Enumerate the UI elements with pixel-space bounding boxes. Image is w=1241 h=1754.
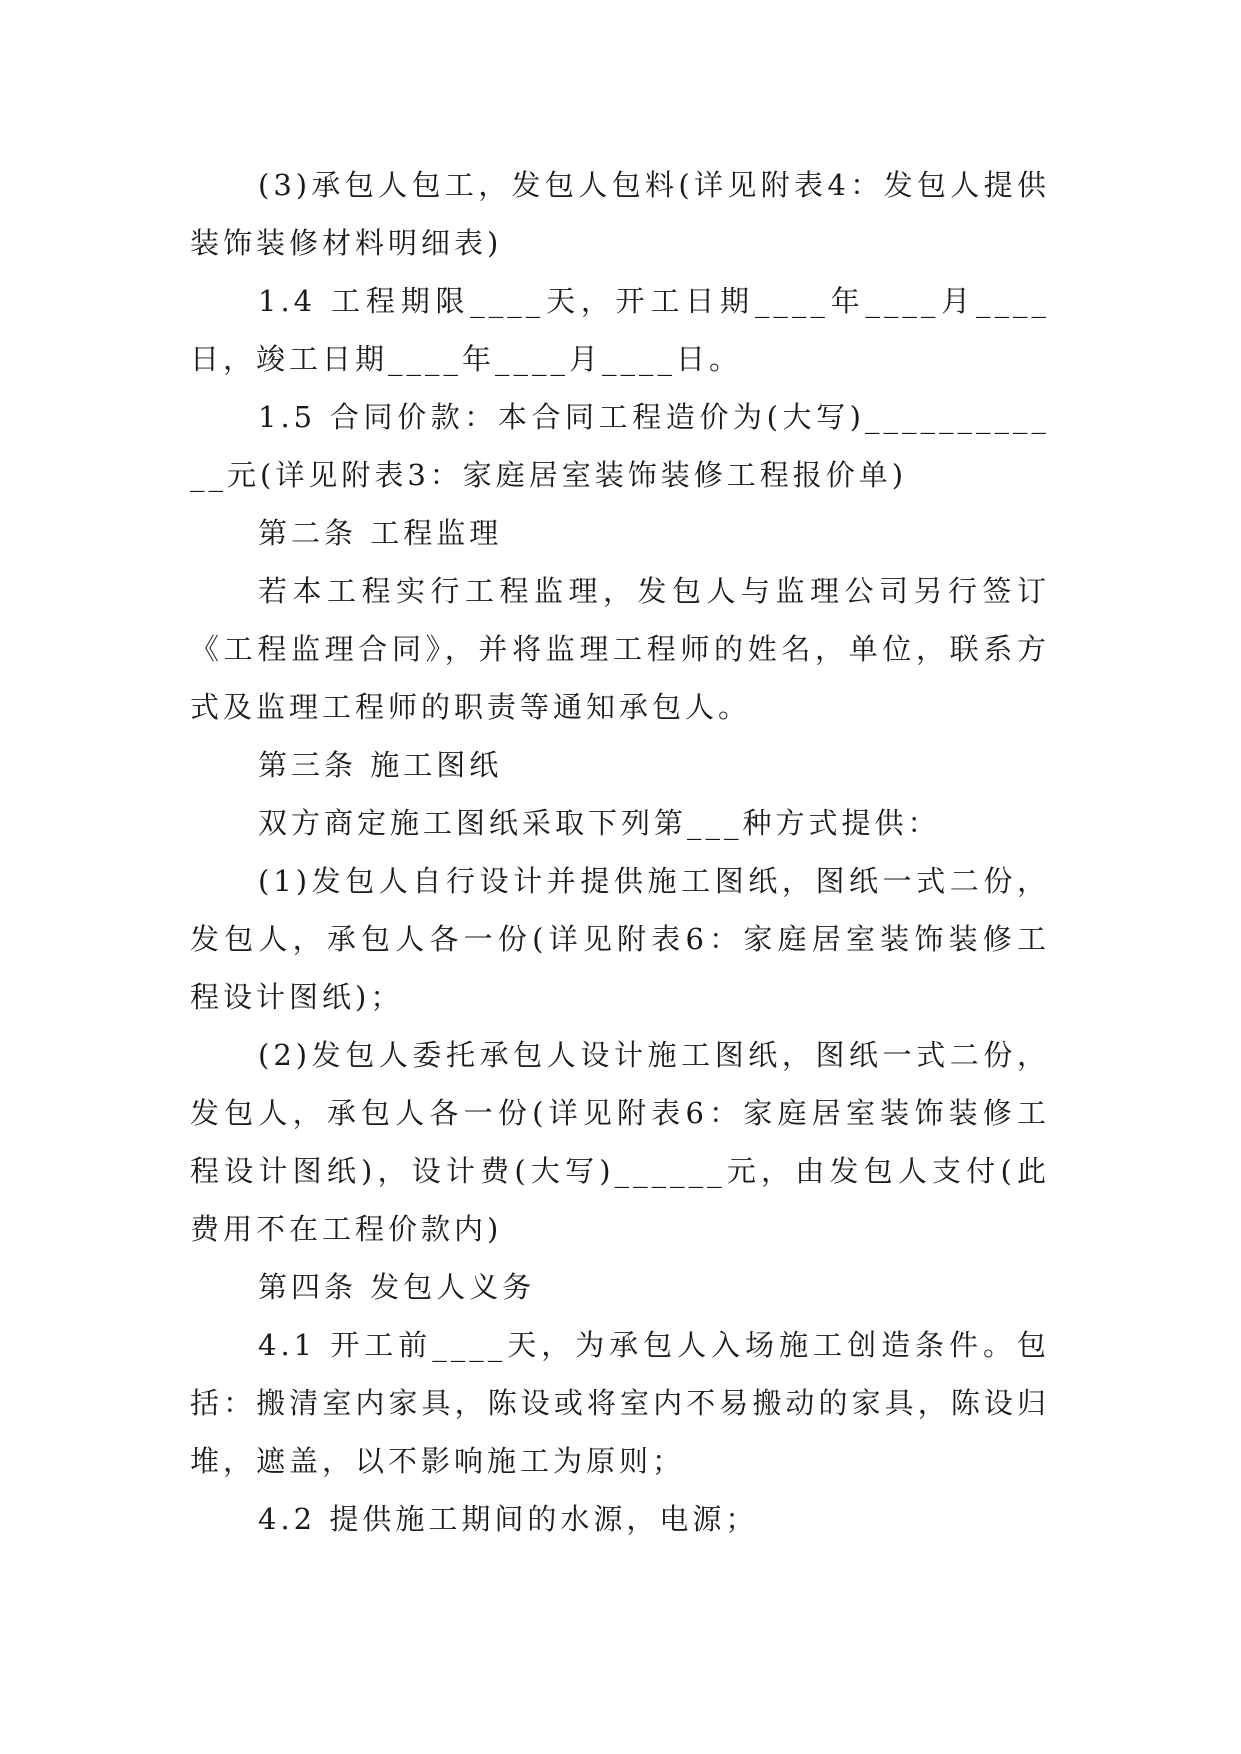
clause-1-4-duration: 1.4 工程期限____天，开工日期____年____月____日，竣工日期____年____月____日。: [190, 284, 1050, 376]
article-3-heading: 第三条 施工图纸: [258, 748, 503, 782]
article-2-heading: 第二条 工程监理: [258, 516, 503, 550]
clause-1-5-price: 1.5 合同价款：本合同工程造价为(大写)____________元(详见附表3：家庭居室装饰装修工程报价单): [190, 400, 1050, 492]
clause-3-3: (3)承包人包工，发包人包料(详见附表4：发包人提供装饰装修材料明细表): [190, 168, 1050, 260]
article-4-heading: 第四条 发包人义务: [258, 1270, 536, 1304]
clause-4-2: 4.2 提供施工期间的水源，电源；: [258, 1502, 759, 1536]
document-body: [190, 156, 1050, 1548]
article-3-option-1: (1)发包人自行设计并提供施工图纸，图纸一式二份，发包人，承包人各一份(详见附表6：家庭居室装饰装修工程设计图纸)；: [190, 864, 1050, 1014]
article-2-body: 若本工程实行工程监理，发包人与监理公司另行签订《工程监理合同》，并将监理工程师的姓名，单位，联系方式及监理工程师的职责等通知承包人。: [190, 574, 1050, 724]
clause-4-1: 4.1 开工前____天，为承包人入场施工创造条件。包括：搬清室内家具，陈设或将室内不易搬动的家具，陈设归堆，遮盖，以不影响施工为原则；: [190, 1328, 1050, 1478]
article-3-option-2: (2)发包人委托承包人设计施工图纸，图纸一式二份，发包人，承包人各一份(详见附表6：家庭居室装饰装修工程设计图纸)，设计费(大写)______元，由发包人支付(此费用不在工程价款内): [190, 1038, 1050, 1246]
article-3-intro: 双方商定施工图纸采取下列第___种方式提供：: [258, 806, 941, 840]
